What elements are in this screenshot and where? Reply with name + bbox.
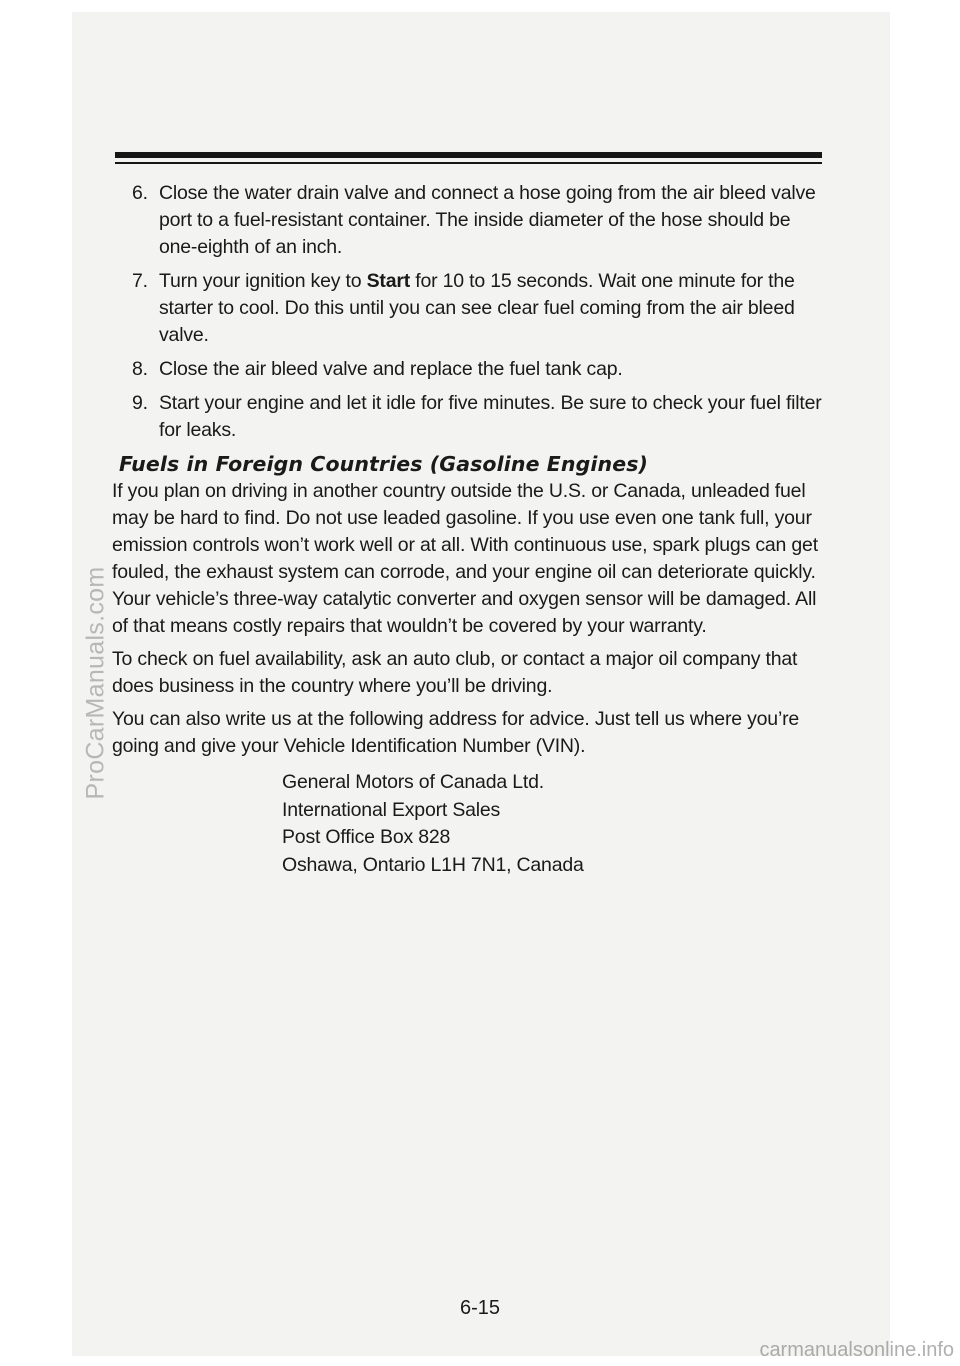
step-item	[112, 268, 832, 349]
step-item	[112, 180, 832, 261]
address-line: International Export Sales	[282, 798, 501, 821]
address-line: Oshawa, Ontario L1H 7N1, Canada	[282, 853, 584, 876]
page-number: 6-15	[459, 1297, 501, 1319]
page-content	[112, 180, 832, 879]
mailing-address	[282, 769, 832, 879]
step-text: Close the water drain valve and connect a hose going from the air bleed valve port to a fuel-resistant container. The inside diameter of the hose should be one-eighth of an inch.	[159, 182, 816, 258]
step-text: Turn your ignition key to	[159, 270, 367, 292]
address-line: General Motors of Canada Ltd.	[282, 771, 544, 793]
step-text-continued: for 10 to 15 seconds. Wait one minute for the starter to cool. Do this until you can see clear fuel coming from the air bleed valve.	[159, 270, 795, 346]
procedure-steps	[112, 180, 832, 444]
step-number: 7.	[132, 270, 148, 292]
body-paragraph: If you plan on driving in another country outside the U.S. or Canada, unleaded fuel may be hard to find. Do not use leaded gasoline. If you use even one tank full, your emission controls won’t work well or at all. With continuous use, spark plugs can get fouled, the exhaust system can corrode, and your engine oil can deteriorate quickly. Your vehicle’s three-way catalytic converter and oxygen sensor will be damaged. All of that means costly repairs that wouldn’t be covered by your warranty.	[112, 480, 818, 637]
start-keyword: Start	[366, 270, 411, 292]
body-paragraph: To check on fuel availability, ask an auto club, or contact a major oil company that does business in the country where you’ll be driving.	[112, 648, 798, 697]
side-watermark-text: ProCarManuals.com	[81, 566, 110, 800]
bottom-watermark: carmanualsonline.info	[759, 1339, 954, 1361]
step-text: Close the air bleed valve and replace the fuel tank cap.	[159, 358, 623, 380]
step-number: 6.	[132, 182, 148, 204]
body-paragraph: You can also write us at the following address for advice. Just tell us where you’re going and give your Vehicle Identification Number (VIN).	[112, 708, 800, 757]
header-rule-thin	[115, 162, 822, 164]
step-text: Start your engine and let it idle for five minutes. Be sure to check your fuel filter for leaks.	[159, 392, 822, 441]
step-item	[112, 356, 832, 383]
section-heading: Fuels in Foreign Countries (Gasoline Engines)	[119, 452, 648, 476]
address-line: Post Office Box 828	[282, 826, 451, 848]
header-rule	[115, 152, 822, 158]
step-item	[112, 390, 832, 444]
step-number: 9.	[132, 392, 148, 414]
step-number: 8.	[132, 358, 148, 380]
